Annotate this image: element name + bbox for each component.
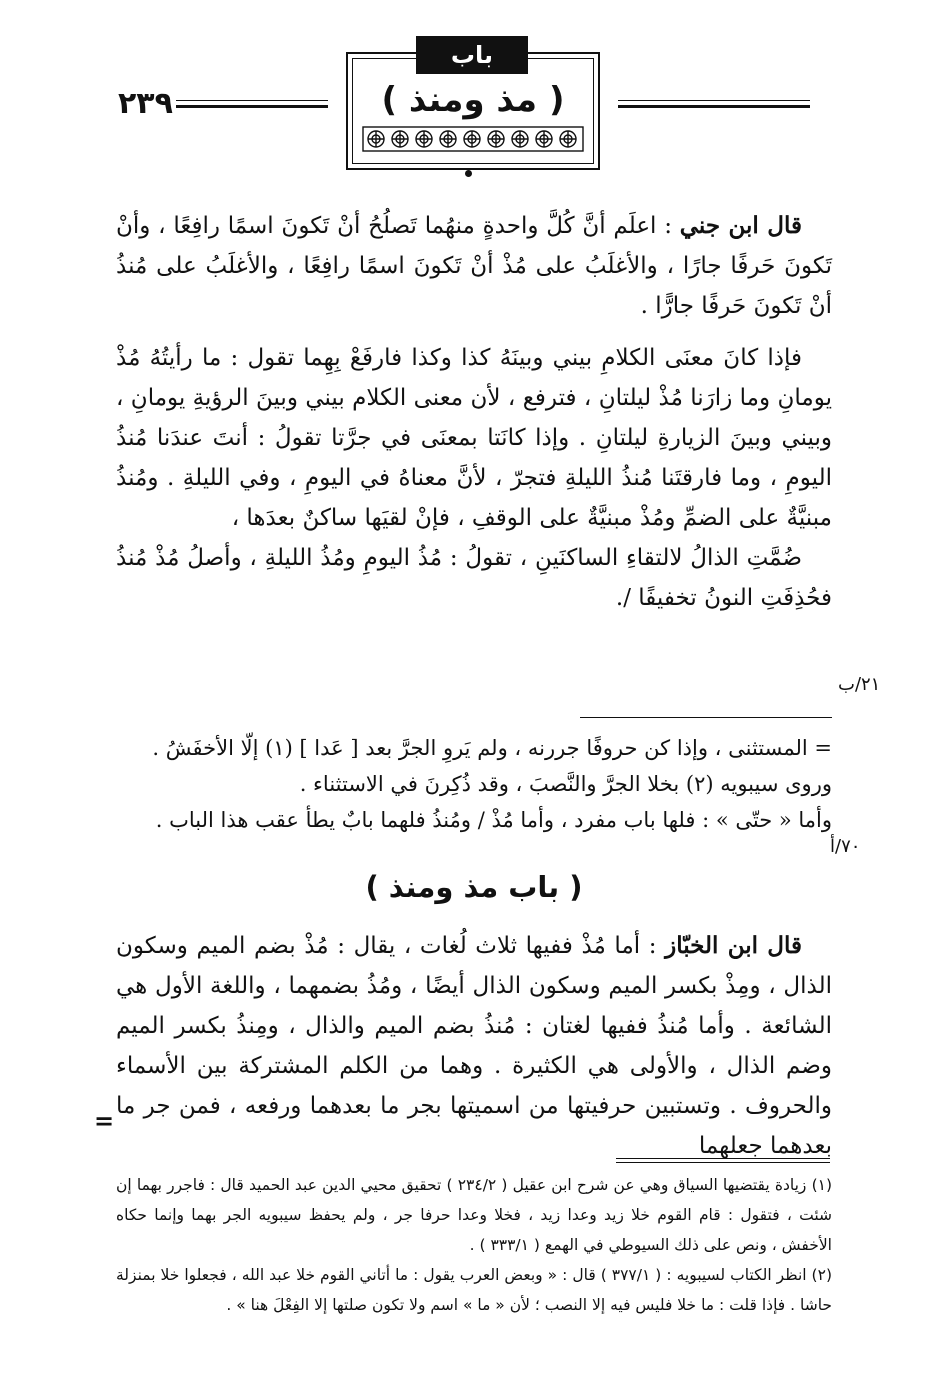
ornament-icon xyxy=(362,124,584,154)
footnote: (٢) انظر الكتاب لسيبويه : ( ٣٧٧/١ ) قال : « وبعض العرب يقول : ما أتاني القوم خلا عبد الله ، فجعلوا خلا بمنزلة حاشا . فإذا قلت : ما خلا فليس فيه إلا النصب ؛ لأن « ما » اسم ولا تكون صلتها إلا الفِعْلَ هنا » . xyxy=(116,1266,832,1314)
continued-line: وأما « حتّى » : فلها باب مفرد ، وأما مُذْ / ومُنذُ فلهما بابٌ يطأ عقب هذا الباب . xyxy=(155,808,832,832)
footnote: (١) زيادة يقتضيها السياق وهي عن شرح ابن عقيل ( ٢٣٤/٢ ) تحقيق محيي الدين عبد الحميد قال : فاجرر بهما إن شئت ، فتقول : قام القوم خلا زيد وعدا زيد ، فخلا وعدا حرفا جر ، ولم يحفظ سيبويه الجر بهما وإنما حكاه الأخفش ، ونص على ذلك السيوطي في الهمع ( ٣٣٣/١ ) . xyxy=(116,1176,833,1254)
chapter-title: ( مذ ومنذ ) xyxy=(381,80,565,120)
section-heading: ( باب مذ ومنذ ) xyxy=(365,870,583,904)
continued-line: = المستثنى ، وإذا كن حروفًا جررنه ، ولم يَروِ الجرَّ بعد [ عَدا ] (١) إلّا الأخفَشُ . xyxy=(152,736,832,760)
footnote-divider xyxy=(616,1158,830,1166)
header-rule-right xyxy=(618,100,810,112)
intro-speaker: قال ابن جني xyxy=(679,212,802,239)
commentary-paragraph xyxy=(116,926,832,1166)
paragraph: ضُمَّتِ الذالُ لالتقاءِ الساكنَينِ ، تقولُ : مُذُ اليومِ ومُذُ الليلةِ ، وأصلُ مُذْ مُنذُ فحُذِفَتِ النونُ تخفيفًا /. xyxy=(116,545,832,611)
paragraph: فإذا كانَ معنَى الكلامِ بيني وبينَهُ كذا وكذا فارفَعْ بِهِما تقول : ما رأيتُهُ مُذْ يومانِ وما زارَنا مُذْ ليلتانِ ، فترفع ، لأن معنى الكلام بيني وبينَ الرؤيةِ يومانِ ، وبيني وبينَ الزيارةِ ليلتانِ . وإذا كانَتا بمعنَى في جرَّتا تقولُ : أنتَ عندَنا مُنذُ اليومِ ، وما فارقتَنا مُنذُ الليلةِ فتجرّ ، لأنَّ معناهُ في اليومِ ، وفي الليلةِ . ومُنذُ مبنيَّةٌ على الضمِّ ومُذْ مبنيَّةٌ على الوقفِ ، فإنْ لقيَها ساكنٌ بعدَها ، xyxy=(116,345,832,531)
margin-folio-note: ٧٠/أ xyxy=(830,836,861,857)
intro-text: : اعلَم أنَّ كُلَّ واحدةٍ منهُما تَصلُحُ أنْ تَكونَ اسمًا رافِعًا ، وأنْ تَكونَ حَرفًا جارًا ، والأغلَبُ على مُذْ أنْ تَكونَ اسمًا رافِعًا ، والأغلَبُ على مُنذُ أنْ تَكونَ حَرفًا جارًّا . xyxy=(116,213,832,319)
header-rule-left xyxy=(176,100,328,112)
footnotes xyxy=(116,1170,832,1320)
continued-line: وروى سيبويه (٢) بخلا الجرَّ والنَّصبَ ، وقد ذُكِرنَ في الاستثناء . xyxy=(299,772,832,796)
continuation-mark: = xyxy=(94,1106,115,1135)
chapter-tab-label: باب xyxy=(416,36,528,74)
commentary-speaker: قال ابن الخبّاز xyxy=(665,932,803,959)
margin-folio-note: ٢١/ب xyxy=(838,674,881,695)
page-number: ٢٣٩ xyxy=(118,86,173,121)
divider xyxy=(580,717,832,718)
intro-paragraph xyxy=(116,206,832,326)
commentary-text: : أما مُذْ ففيها ثلاث لُغات ، يقال : مُذْ بضم الميم وسكون الذال ، ومِذْ بكسر الميم وسكون الذال أيضًا ، ومُذُ بضمهما ، واللغة الأول هي الشائعة . وأما مُنذُ ففيها لغتان : مُنذُ بضم الميم والذال ، ومِنذُ بكسر الميم وضم الذال ، والأولى هي الكثيرة . وهما من الكلم المشتركة بين الأسماء والحروف . وتستبين حرفيتها من اسميتها بجر ما بعدهما ورفعه ، فمن جر ما بعدهما جعلهما xyxy=(116,933,832,1159)
grammar-explanation xyxy=(116,338,832,618)
ornament-dot xyxy=(465,170,472,177)
continued-text xyxy=(116,730,832,838)
